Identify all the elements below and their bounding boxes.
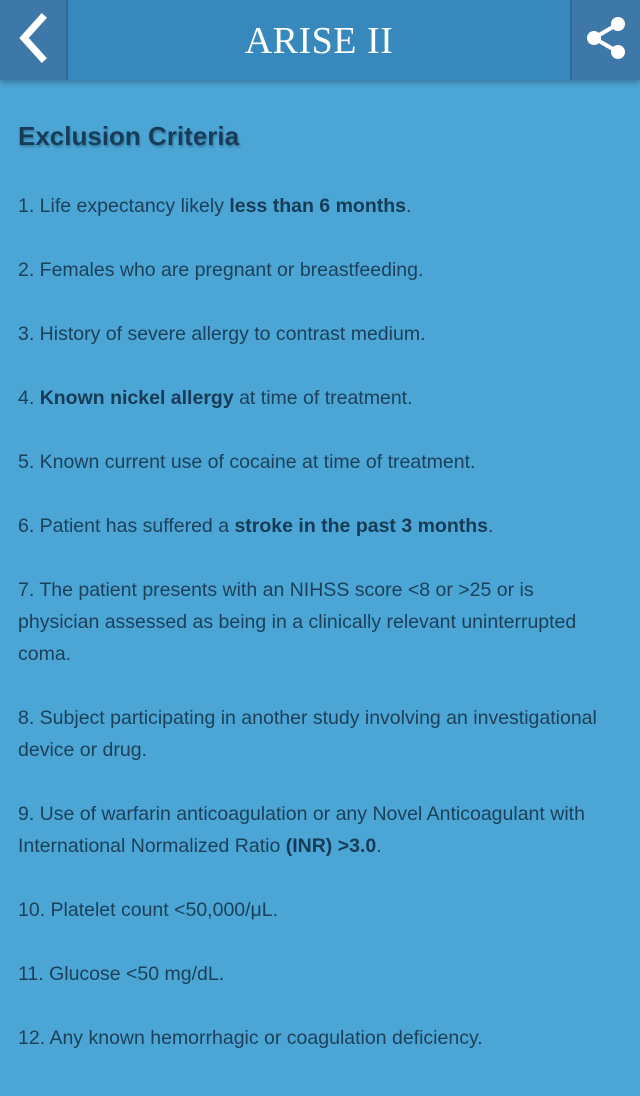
criteria-item-6: 6. Patient has suffered a stroke in the past 3 months. (18, 515, 494, 537)
top-app-bar (0, 0, 640, 80)
chevron-left-icon (16, 13, 50, 68)
back-button[interactable] (0, 0, 68, 80)
criteria-item-9: 9. Use of warfarin anticoagulation or any Novel Anticoagulant with International Normalized Ratio (INR) >3.0. (18, 803, 585, 857)
criteria-item-3: 3. History of severe allergy to contrast medium. (18, 323, 426, 345)
criteria-item-1: 1. Life expectancy likely less than 6 months. (18, 195, 412, 217)
section-heading: Exclusion Criteria (18, 121, 240, 151)
criteria-item-5: 5. Known current use of cocaine at time of treatment. (18, 451, 476, 473)
criteria-item-11: 11. Glucose <50 mg/dL. (18, 963, 225, 985)
criteria-item-4: 4. Known nickel allergy at time of treatment. (18, 387, 413, 409)
page-title: ARISE II (244, 20, 394, 62)
criteria-item-8: 8. Subject participating in another study involving an investigational device or drug. (18, 707, 597, 761)
criteria-content (18, 118, 618, 1086)
share-icon (582, 14, 630, 67)
share-button[interactable] (570, 0, 640, 80)
criteria-item-12: 12. Any known hemorrhagic or coagulation deficiency. (18, 1027, 483, 1049)
criteria-item-7: 7. The patient presents with an NIHSS score <8 or >25 or is physician assessed as being in a clinically relevant uninterrupted coma. (18, 579, 577, 665)
criteria-item-10: 10. Platelet count <50,000/μL. (18, 899, 279, 921)
criteria-item-2: 2. Females who are pregnant or breastfeeding. (18, 259, 424, 281)
